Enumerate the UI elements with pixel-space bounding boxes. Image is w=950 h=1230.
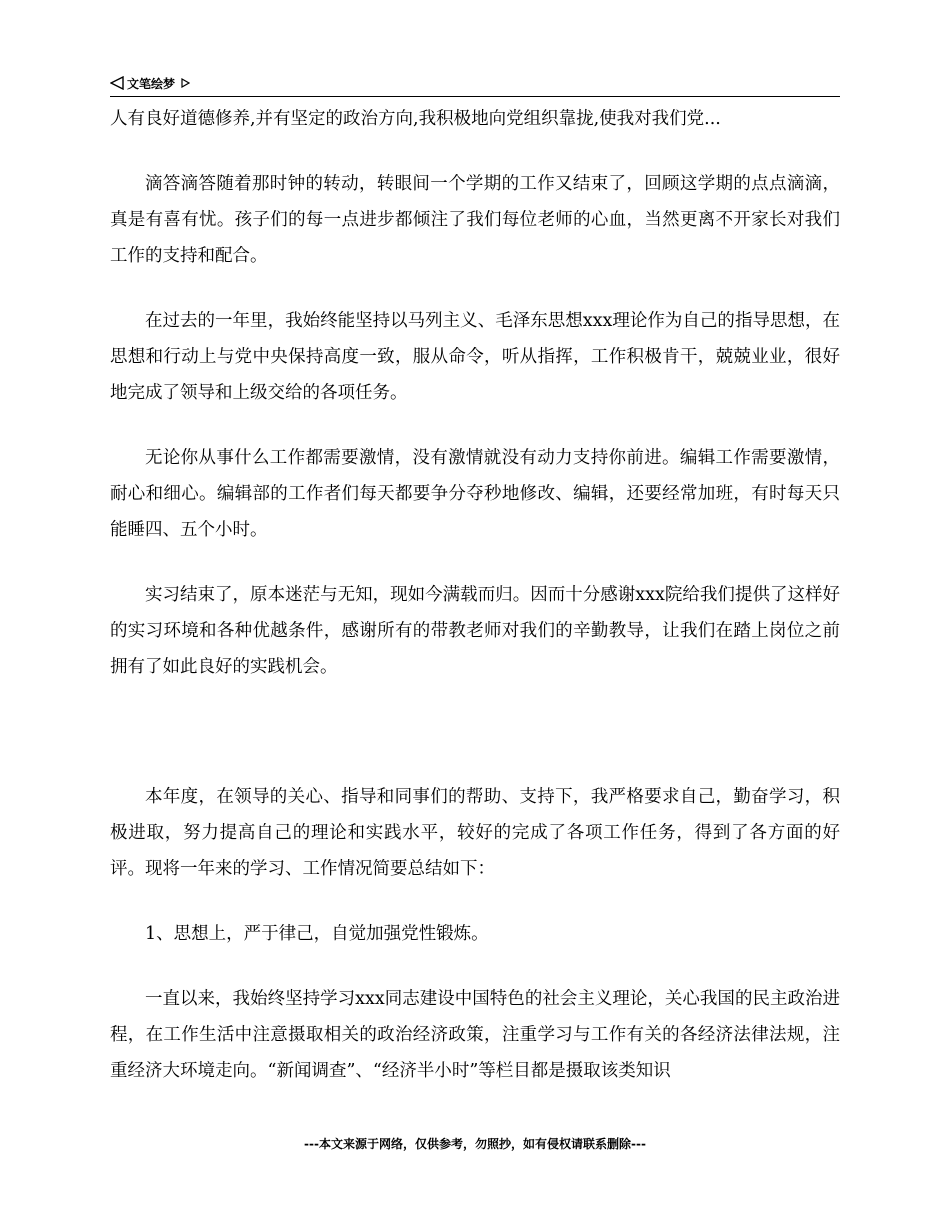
paragraph-1: 人有良好道德修养,并有坚定的政治方向,我积极地向党组织靠拢,使我对我们党... xyxy=(110,109,721,129)
paragraph-5: 实习结束了，原本迷茫与无知，现如今满载而归。因而十分感谢xxx院给我们提供了这样好的实习环境和各种优越条件，感谢所有的带教老师对我们的辛勤教导，让我们在踏上岗位之前拥有了如此良好的实践机会。 xyxy=(110,585,840,677)
paragraph-gap xyxy=(110,952,840,981)
paragraph-3: 在过去的一年里，我始终能坚持以马列主义、毛泽东思想xxx理论作为自己的指导思想，在思想和行动上与党中央保持高度一致，服从命令，听从指挥，工作积极肯干，兢兢业业，很好地完成了领导和上级交给的各项任务。 xyxy=(110,311,840,403)
triangle-left-icon xyxy=(110,76,124,90)
paragraph-2: 滴答滴答随着那时钟的转动，转眼间一个学期的工作又结束了，回顾这学期的点点滴滴，真是有喜有忧。孩子们的每一点进步都倾注了我们每位老师的心血，当然更离不开家长对我们工作的支持和配合。 xyxy=(110,174,840,266)
page-header xyxy=(110,72,840,97)
paragraph-6: 本年度，在领导的关心、指导和同事们的帮助、支持下，我严格要求自己，勤奋学习，积极进取，努力提高自己的理论和实践水平，较好的完成了各项工作任务，得到了各方面的好评。现将一年来的学习、工作情况简要总结如下： xyxy=(110,787,840,879)
document-body xyxy=(110,101,840,1089)
paragraph-7: 1、思想上，严于律己，自觉加强党性锻炼。 xyxy=(145,924,489,944)
paragraph-gap xyxy=(110,274,840,303)
paragraph-8: 一直以来，我始终坚持学习xxx同志建设中国特色的社会主义理论，关心我国的民主政治进程，在工作生活中注意摄取相关的政治经济政策，注重学习与工作有关的各经济法律法规，注重经济大环境走向。“新闻调查”、“经济半小时”等栏目都是摄取该类知识 xyxy=(110,989,840,1081)
triangle-right-icon xyxy=(181,78,190,88)
paragraph-gap xyxy=(110,411,840,440)
section-gap xyxy=(110,685,840,779)
paragraph-gap xyxy=(110,137,840,166)
header-brand xyxy=(110,72,190,94)
header-brand-label: 文笔绘梦 xyxy=(127,76,176,91)
paragraph-4: 无论你从事什么工作都需要激情，没有激情就没有动力支持你前进。编辑工作需要激情，耐心和细心。编辑部的工作者们每天都要争分夺秒地修改、编辑，还要经常加班，有时每天只能睡四、五个小时。 xyxy=(110,448,840,540)
paragraph-gap xyxy=(110,548,840,577)
page-footer: ---本文来源于网络，仅供参考，勿照抄，如有侵权请联系删除--- xyxy=(304,1137,646,1151)
paragraph-gap xyxy=(110,887,840,916)
